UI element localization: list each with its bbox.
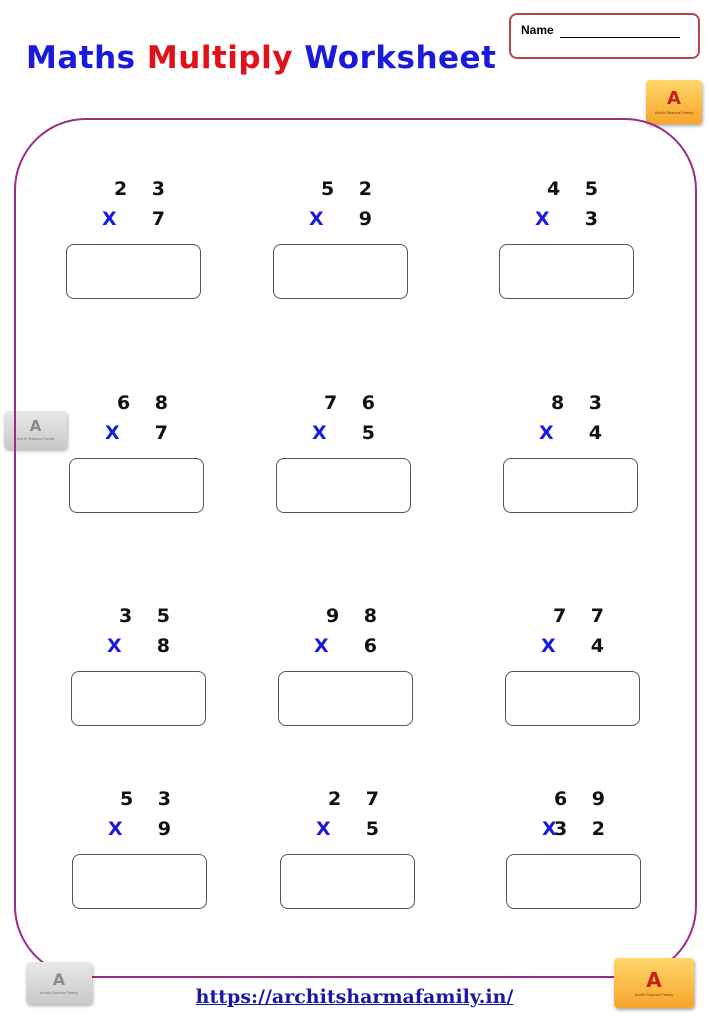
multiplier: 3 2 — [553, 818, 614, 840]
answer-box[interactable] — [69, 458, 204, 513]
multiplicand: 5 2 — [320, 178, 381, 200]
multiplier: 6 — [363, 635, 386, 657]
multiplicand: 4 5 — [546, 178, 607, 200]
multiplicand: 8 3 — [550, 392, 611, 414]
worksheet-title — [26, 40, 496, 76]
multiplier: 7 — [154, 422, 177, 444]
multiply-sign: X — [316, 818, 331, 840]
logo-icon: A — [29, 417, 42, 435]
problem-8 — [278, 605, 418, 725]
name-line — [560, 37, 680, 38]
multiplier: 8 — [156, 635, 179, 657]
answer-box[interactable] — [71, 671, 206, 726]
multiply-sign: X — [541, 635, 556, 657]
answer-box[interactable] — [503, 458, 638, 513]
multiplier: 5 — [365, 818, 388, 840]
problem-12 — [506, 788, 646, 908]
logo-caption: Archit Sharma Family — [39, 989, 79, 995]
answer-box[interactable] — [505, 671, 640, 726]
answer-box[interactable] — [280, 854, 415, 909]
answer-box[interactable] — [278, 671, 413, 726]
logo-icon: A — [52, 969, 66, 989]
problem-11 — [280, 788, 420, 908]
multiplier: 3 — [584, 208, 607, 230]
multiplier: 5 — [361, 422, 384, 444]
multiply-sign: X — [105, 422, 120, 444]
title-maths: Maths — [26, 40, 136, 76]
multiplier: 4 — [588, 422, 611, 444]
name-field-box[interactable] — [509, 13, 700, 59]
logo-caption: Archit Sharma Family — [634, 991, 674, 997]
problem-4 — [69, 392, 209, 512]
multiply-sign: X — [535, 208, 550, 230]
multiplier: 9 — [157, 818, 180, 840]
multiplicand: 6 8 — [116, 392, 177, 414]
answer-box[interactable] — [499, 244, 634, 299]
multiplicand: 7 6 — [323, 392, 384, 414]
multiplicand: 7 7 — [552, 605, 613, 627]
multiplier: 9 — [358, 208, 381, 230]
multiplicand: 2 7 — [327, 788, 388, 810]
answer-box[interactable] — [273, 244, 408, 299]
answer-box[interactable] — [72, 854, 207, 909]
multiply-sign: X — [107, 635, 122, 657]
footer-url-link[interactable]: https://architsharmafamily.in/ — [195, 986, 514, 1008]
problem-2 — [273, 178, 413, 298]
multiplicand: 5 3 — [119, 788, 180, 810]
answer-box[interactable] — [66, 244, 201, 299]
problem-3 — [499, 178, 639, 298]
logo-caption: Archit Sharma Family — [654, 109, 694, 115]
multiply-sign: X — [542, 818, 557, 840]
problem-1 — [66, 178, 206, 298]
logo-caption: Archit Sharma Family — [16, 436, 55, 441]
multiply-sign: X — [314, 635, 329, 657]
multiply-sign: X — [102, 208, 117, 230]
multiplicand: 6 9 — [553, 788, 614, 810]
answer-box[interactable] — [506, 854, 641, 909]
problem-10 — [72, 788, 212, 908]
name-label: Name — [521, 23, 554, 37]
title-multiply: Multiply — [146, 40, 293, 76]
title-worksheet: Worksheet — [304, 40, 497, 76]
logo-icon: A — [667, 87, 681, 109]
multiply-sign: X — [312, 422, 327, 444]
multiplicand: 2 3 — [113, 178, 174, 200]
multiplier: 4 — [590, 635, 613, 657]
logo-top-right — [646, 80, 702, 124]
multiply-sign: X — [539, 422, 554, 444]
problem-9 — [505, 605, 645, 725]
problem-6 — [503, 392, 643, 512]
multiplicand: 3 5 — [118, 605, 179, 627]
multiplicand: 9 8 — [325, 605, 386, 627]
multiplier: 7 — [151, 208, 174, 230]
multiply-sign: X — [108, 818, 123, 840]
problem-7 — [71, 605, 211, 725]
logo-icon: A — [646, 967, 662, 992]
multiply-sign: X — [309, 208, 324, 230]
answer-box[interactable] — [276, 458, 411, 513]
problem-5 — [276, 392, 416, 512]
